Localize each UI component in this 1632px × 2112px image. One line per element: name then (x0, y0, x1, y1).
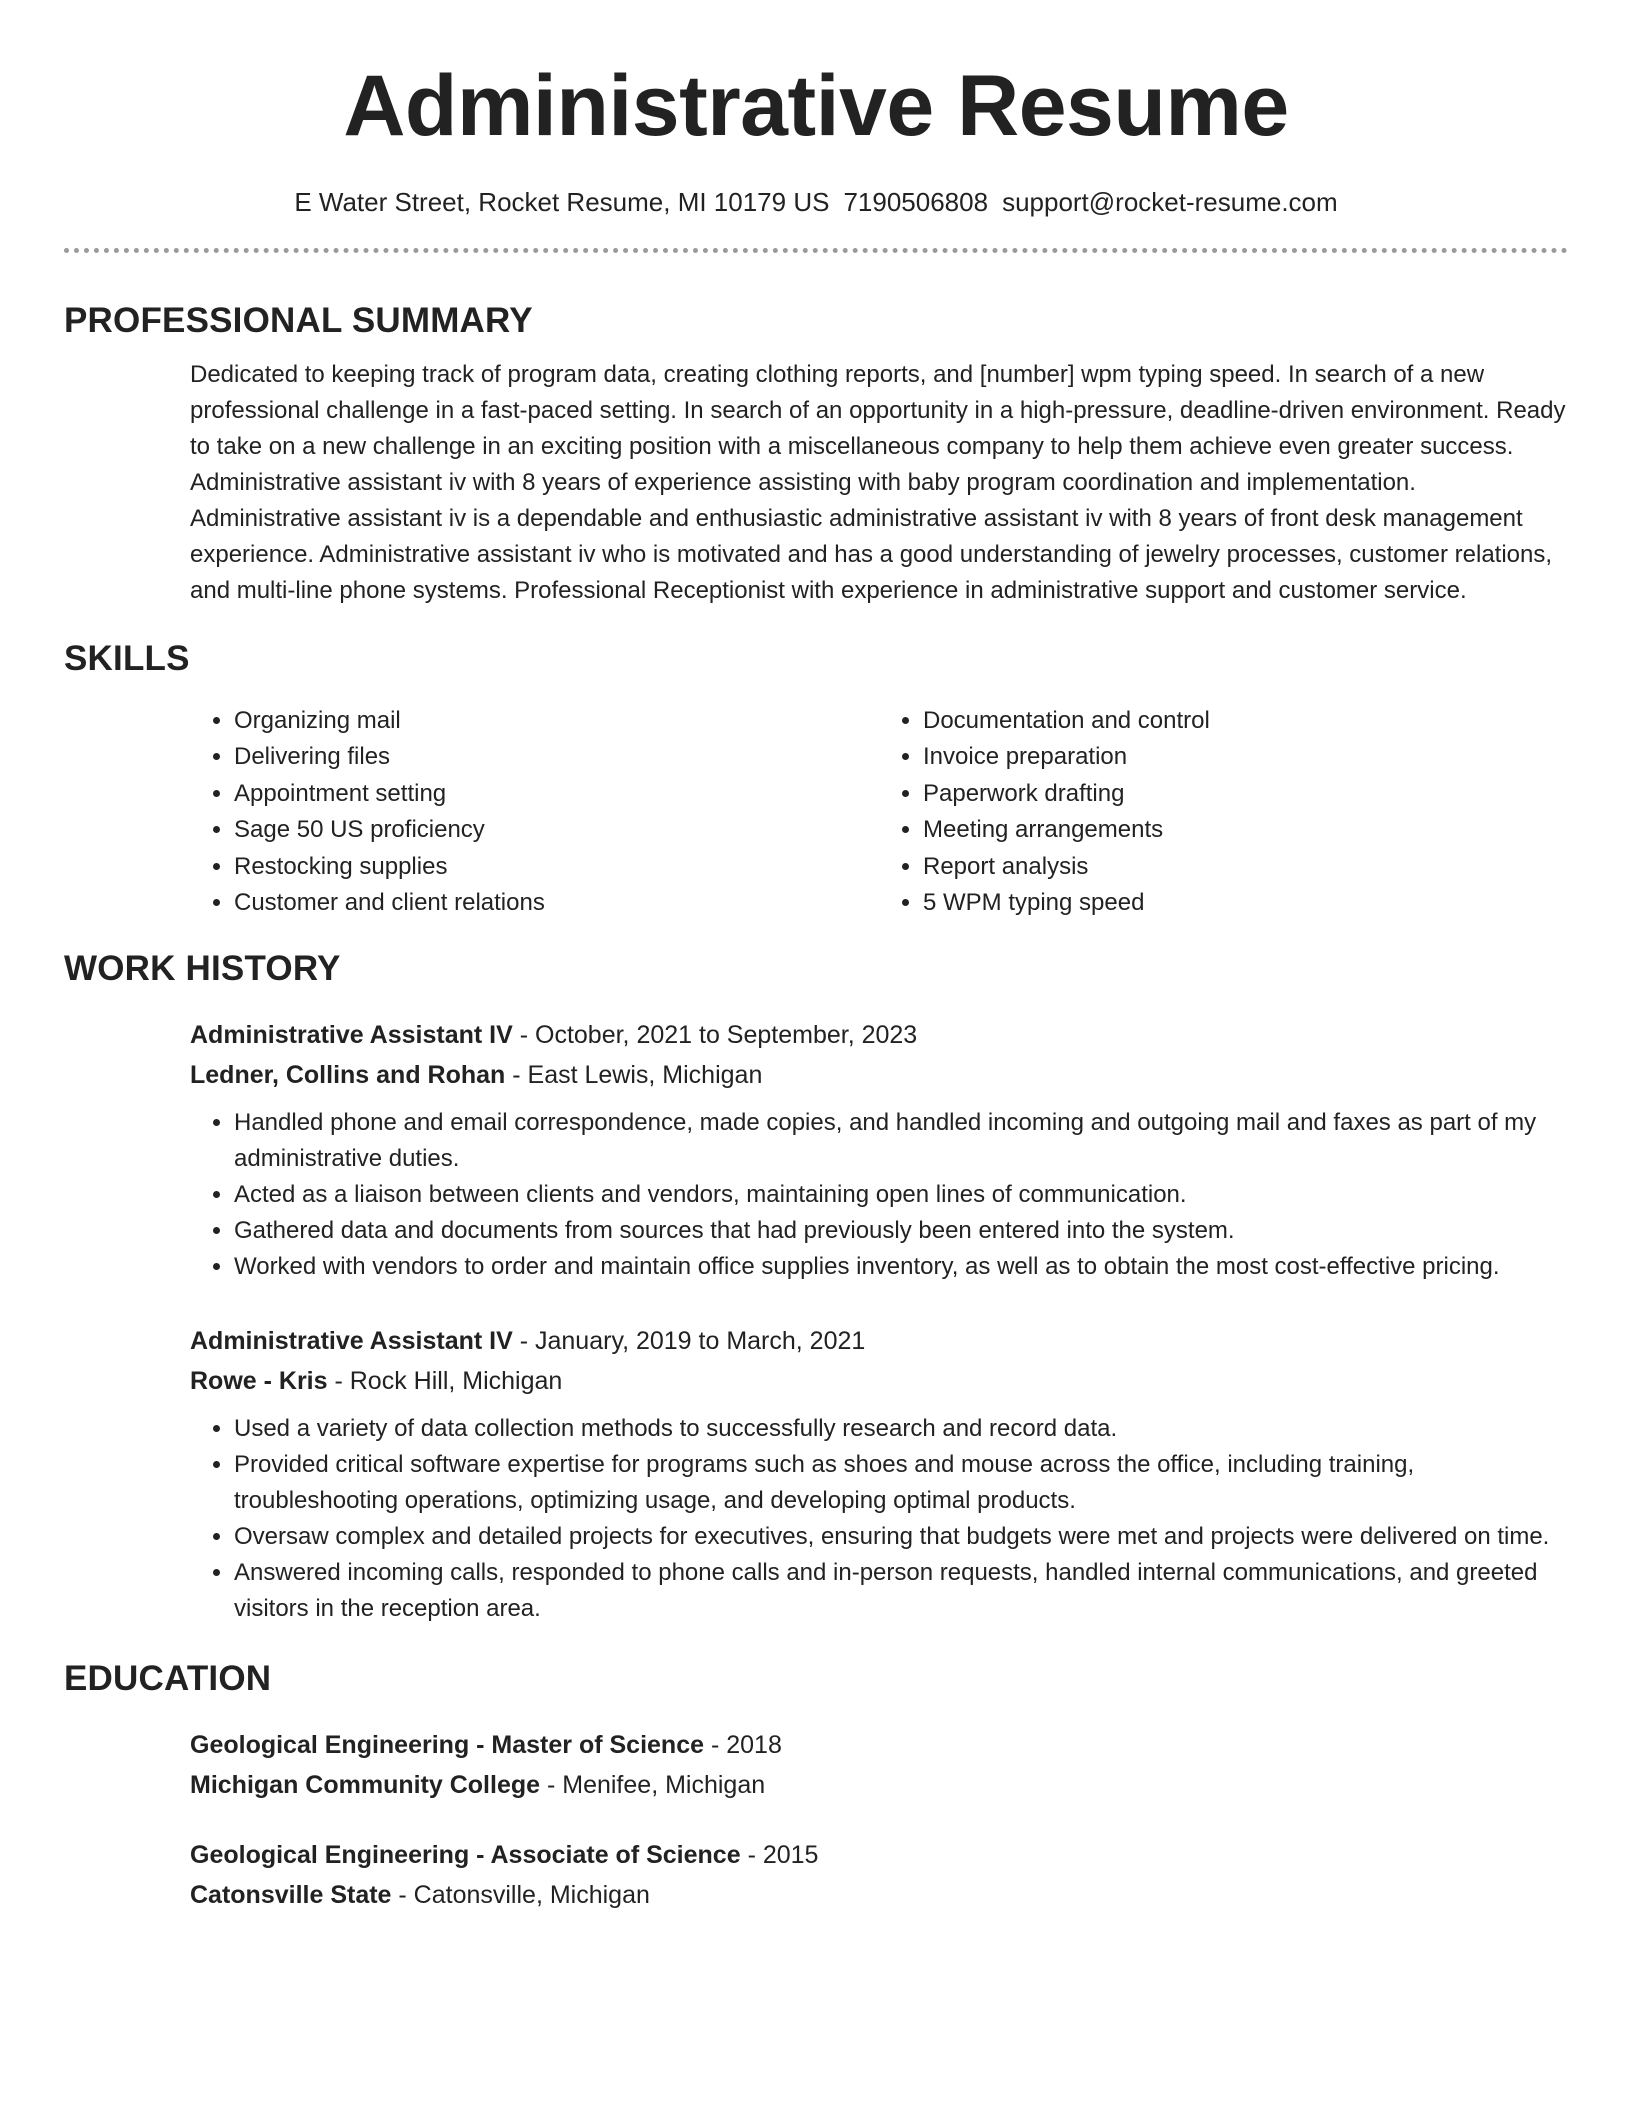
job-duty: • Oversaw complex and detailed projects for executives, ensuring that budgets were met and projects were delivered on time. (234, 1519, 1568, 1555)
job-company-line (190, 1361, 1568, 1401)
skills-list (190, 703, 1568, 921)
skill-item: • Restocking supplies (234, 849, 879, 885)
education-degree: Geological Engineering - Master of Science (190, 1731, 705, 1760)
job-duty: • Handled phone and email correspondence, made copies, and handled incoming and outgoing mail and faxes as part of my administrative duties. (234, 1105, 1568, 1177)
degree-line (190, 1835, 1568, 1875)
job-location: - East Lewis, Michigan (505, 1061, 763, 1090)
job-duty: • Provided critical software expertise for programs such as shoes and mouse across the office, including training, troubleshooting operations, optimizing usage, and developing optimal products. (234, 1447, 1568, 1519)
job-company-line (190, 1055, 1568, 1095)
job-duties (190, 1411, 1568, 1627)
contact-phone: 7190506808 (843, 187, 989, 217)
job-dates: - October, 2021 to September, 2023 (512, 1021, 918, 1050)
job-duty: • Used a variety of data collection methods to successfully research and record data. (234, 1411, 1568, 1447)
header-divider (64, 248, 1568, 253)
job-company: Rowe - Kris (190, 1367, 328, 1396)
job-entry (190, 1321, 1568, 1627)
skill-item: • Documentation and control (923, 703, 1568, 739)
skills-column-right (879, 703, 1568, 921)
job-location: - Rock Hill, Michigan (327, 1367, 563, 1396)
contact-line (64, 186, 1568, 218)
job-duty: • Worked with vendors to order and maintain office supplies inventory, as well as to obtain the most cost-effective pricing. (234, 1249, 1568, 1285)
education-school: Michigan Community College (190, 1771, 541, 1800)
job-title-line (190, 1321, 1568, 1361)
education-year: - 2018 (704, 1731, 782, 1760)
education-location: - Menifee, Michigan (540, 1771, 766, 1800)
contact-email: support@rocket-resume.com (1002, 187, 1338, 217)
school-line (190, 1765, 1568, 1805)
job-title-line (190, 1015, 1568, 1055)
education-year: - 2015 (740, 1841, 819, 1870)
skill-item: • Sage 50 US proficiency (234, 812, 879, 848)
job-company: Ledner, Collins and Rohan (190, 1061, 506, 1090)
skills-column-left (190, 703, 879, 921)
job-duty: • Gathered data and documents from sources that had previously been entered into the system. (234, 1213, 1568, 1249)
skill-item: • Organizing mail (234, 703, 879, 739)
skill-item: • Delivering files (234, 739, 879, 775)
skill-item: • Paperwork drafting (923, 776, 1568, 812)
skill-item: • Customer and client relations (234, 885, 879, 921)
skill-item: • Meeting arrangements (923, 812, 1568, 848)
skill-item: • Invoice preparation (923, 739, 1568, 775)
education-entry (190, 1835, 1568, 1915)
education-entry (190, 1725, 1568, 1805)
job-role: Administrative Assistant IV (190, 1021, 513, 1050)
skill-item: • Report analysis (923, 849, 1568, 885)
job-duty: • Acted as a liaison between clients and vendors, maintaining open lines of communication. (234, 1177, 1568, 1213)
education-heading: EDUCATION (64, 1659, 272, 1699)
job-role: Administrative Assistant IV (190, 1327, 513, 1356)
school-line (190, 1875, 1568, 1915)
skill-item: • Appointment setting (234, 776, 879, 812)
skill-item: • 5 WPM typing speed (923, 885, 1568, 921)
education-degree: Geological Engineering - Associate of Science (190, 1841, 741, 1870)
summary-text: Dedicated to keeping track of program data, creating clothing reports, and [number] wpm typing speed. In search of a new professional challenge in a fast-paced setting. In search of an opportunity in a high-pressure, deadline-driven environment. Ready to take on a new challenge in an exciting position with a miscellaneous company to help them achieve even greater success. Administrative assistant iv with 8 years of experience assisting with baby program coordination and implementation. Administrative assistant iv is a dependable and enthusiastic administrative assistant iv with 8 years of front desk management experience. Administrative assistant iv who is motivated and has a good understanding of jewelry processes, customer relations, and multi-line phone systems. Professional Receptionist with experience in administrative support and customer service. (190, 361, 1566, 604)
job-duty: • Answered incoming calls, responded to phone calls and in-person requests, handled internal communications, and greeted visitors in the reception area. (234, 1555, 1568, 1627)
job-dates: - January, 2019 to March, 2021 (512, 1327, 866, 1356)
skills-heading: SKILLS (64, 639, 190, 678)
work-history-heading: WORK HISTORY (64, 949, 341, 989)
degree-line (190, 1725, 1568, 1765)
job-entry (190, 1015, 1568, 1285)
resume-title: Administrative Resume (343, 58, 1289, 154)
education-location: - Catonsville, Michigan (391, 1881, 650, 1910)
summary-heading: PROFESSIONAL SUMMARY (64, 301, 533, 340)
job-duties (190, 1105, 1568, 1285)
contact-address: E Water Street, Rocket Resume, MI 10179 US (294, 187, 830, 217)
education-school: Catonsville State (190, 1881, 392, 1910)
